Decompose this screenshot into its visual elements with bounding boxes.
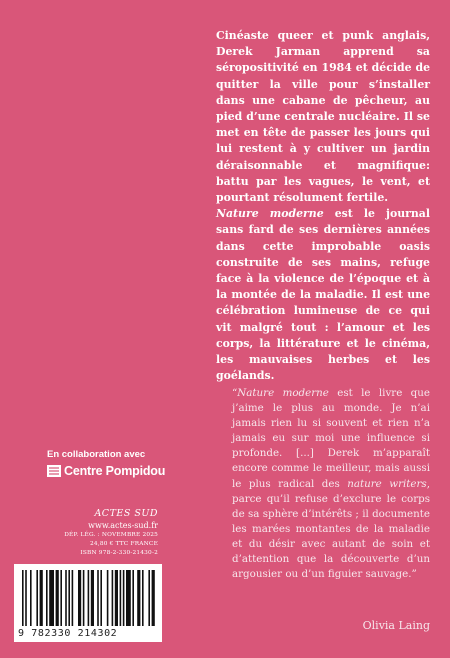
barcode-bar xyxy=(126,570,131,626)
quote-text-1: est le livre que j’aime le plus au monde. Je n’ai jamais rien lu si souvent et rien n’a jamais eu sur moi une influence si profonde. [...] Derek m’apparaît encore comme le meilleur, mais aussi le plus radical des xyxy=(232,387,430,490)
review-quote xyxy=(232,386,430,582)
barcode-bar xyxy=(115,570,118,626)
publisher-website: www.actes-sud.fr xyxy=(88,521,158,530)
barcode-bar xyxy=(30,570,32,626)
barcode-bar xyxy=(88,570,90,626)
barcode-bar xyxy=(132,570,134,626)
quote-book-title: Nature moderne xyxy=(237,387,329,399)
blurb-paragraph-2 xyxy=(216,206,430,384)
barcode-bar xyxy=(56,570,59,626)
barcode-digits: 9 782330 214302 xyxy=(18,628,118,639)
barcode-bar xyxy=(83,570,85,626)
barcode-bar xyxy=(142,570,144,626)
collaboration-label: En collaboration avec xyxy=(47,449,146,460)
centre-pompidou-logo xyxy=(47,463,165,479)
barcode-bar xyxy=(107,570,109,626)
isbn: ISBN 978-2-330-21430-2 xyxy=(80,550,158,556)
barcode-bar xyxy=(65,570,67,626)
blurb xyxy=(216,28,430,384)
barcode-icon xyxy=(22,570,156,626)
price: 24,80 € TTC FRANCE xyxy=(90,541,158,547)
barcode-bar xyxy=(91,570,94,626)
blurb-paragraph xyxy=(216,28,430,206)
legal-deposit: DÉP. LÉG. : NOVEMBRE 2025 xyxy=(64,532,158,538)
barcode-bar xyxy=(100,570,102,626)
quote-paragraph xyxy=(232,386,430,582)
quote-em-nature-writers: nature writers xyxy=(347,477,427,490)
barcode-bar xyxy=(49,570,54,626)
partner-name: Centre Pompidou xyxy=(64,464,166,478)
barcode-bar xyxy=(36,570,38,626)
blurb-text-2: est le journal sans fard de ses dernières années dans cette improbable oasis construite de ses mains, refuge face à la violence de l’époque et à la montée de la maladie. Il est une célébration lumineuse de ce qui vit malgré tout : l’amour et les corps, la littérature et le cinéma, les mauvaises herbes et les goélands. xyxy=(216,207,430,383)
barcode-bar xyxy=(68,570,70,626)
barcode-bar xyxy=(72,570,74,626)
barcode-bar xyxy=(97,570,99,626)
barcode-bar xyxy=(148,570,150,626)
quote-author: Olivia Laing xyxy=(362,619,430,632)
barcode-bar xyxy=(112,570,114,626)
barcode-bar xyxy=(40,570,43,626)
publisher-block xyxy=(30,508,158,558)
barcode-bar xyxy=(152,570,155,626)
barcode-bar xyxy=(60,570,62,626)
blurb-text-1: Cinéaste queer et punk anglais, Derek Jarman apprend sa séropositivité en 1984 et décide de quitter la ville pour s’installer dans une cabane de pêcheur, au pied d’une centrale nucléaire. Il se met en tête de passer les jours qui lui restent à y cultiver un jardin déraisonnable et magnifique: battu par les vagues, le vent, et pourtant résolument fertile. xyxy=(216,29,430,205)
barcode-bar xyxy=(46,570,48,626)
quote-text-2: , parce qu’il refuse d’exclure le corps de sa sphère d’intérêts ; il documente les marées montantes de la maladie et du désir avec autant de soin et d’attention que la découverte d’un argousier ou d’un figuier sauvage.” xyxy=(232,477,430,581)
barcode-bar xyxy=(78,570,81,626)
blurb-book-title: Nature moderne xyxy=(216,207,324,221)
pompidou-logo-icon xyxy=(47,465,61,477)
quote-open-mark: “ xyxy=(232,387,238,399)
barcode-bar xyxy=(25,570,27,626)
barcode-bar xyxy=(123,570,125,626)
barcode-box xyxy=(14,564,162,642)
publisher-name: ACTES SUD xyxy=(94,508,158,519)
barcode-bar xyxy=(120,570,122,626)
barcode-bar xyxy=(137,570,140,626)
barcode-bar xyxy=(22,570,24,626)
